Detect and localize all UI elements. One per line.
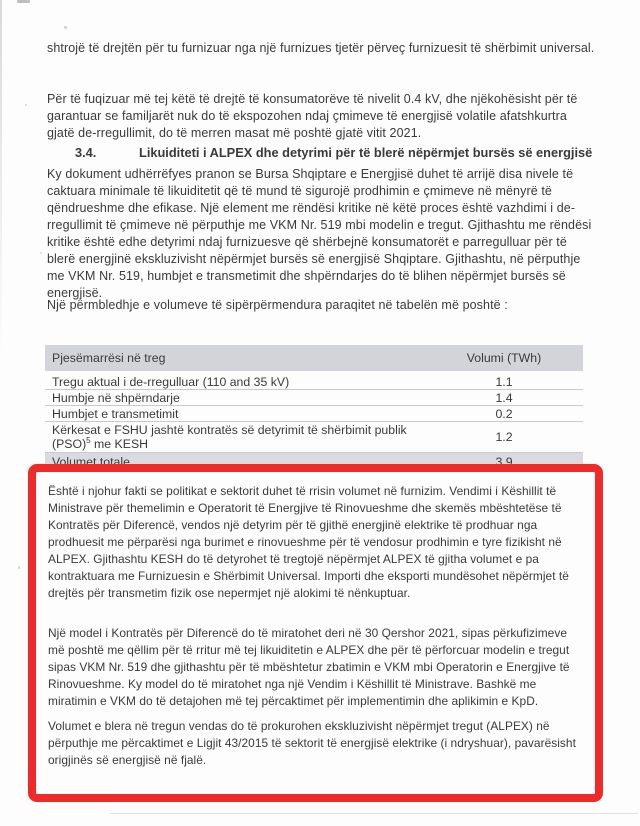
section-paragraph: Ky dokument udhërrëfyes pranon se Bursa Shqiptare e Energjisë duhet të arrijë disa nivele të caktuara minimale të likuiditetit që të mund të sigurojë prodhimin e çmimeve në mënyrë të qëndrueshme dhe efikase. Një element me rëndësi kritike në këtë proces është vazhdimi i de-rregullimit të çmimeve në përputhje me VKM Nr. 519 mbi modelin e tregut. Gjithashtu me rëndësi kritike është edhe detyrimi ndaj furnizuesve që shërbejnë konsumatorët e parregulluar për të blerë energjinë ekskluzivisht nëpërmjet bursës së energjisë Shqiptare. Gjithashtu, në përputhje me VKM Nr. 519, humbjet e transmetimit dhe shpërndarjes do të blihen nëpërmjet bursës së energjisë. bbox=[47, 167, 592, 300]
table-row bbox=[45, 374, 583, 390]
row-value: 1.4 bbox=[495, 390, 513, 405]
table-header-row bbox=[45, 345, 583, 371]
scan-speck bbox=[25, 104, 27, 106]
row-label-text: Kërkesat e FSHU jashtë kontratës së detyrimit të shërbimit publik (PSO) bbox=[52, 423, 407, 451]
row-label-text: me KESH bbox=[90, 437, 149, 451]
highlight-annotation-box bbox=[28, 464, 603, 802]
footnote-ref: 5 bbox=[86, 435, 91, 445]
row-label: Tregu aktual i de-rregulluar (110 and 35 kV) bbox=[52, 374, 290, 389]
row-label: Humbje në shpërndarje bbox=[52, 390, 180, 405]
row-value: 0.2 bbox=[495, 406, 513, 421]
section-title: Likuiditeti i ALPEX dhe detyrimi për të blerë nëpërmjet bursës së energjisë bbox=[139, 145, 593, 160]
row-value: 1.2 bbox=[495, 430, 513, 444]
column-header-participant: Pjesëmarrësi në treg bbox=[52, 351, 166, 365]
intro-paragraph: Për të fuqizuar më tej këtë të drejtë të konsumatorëve të nivelit 0.4 kV, dhe njëkohësisht për të garantuar se familjarët nuk do të ekspozohen ndaj çmimeve të energjisë volatile afatshkurtra gjatë de-rregullimit, do të merren masat më poshtë gjatë vitit 2021. bbox=[47, 92, 578, 140]
section-paragraph: Një përmbledhje e volumeve të sipërpërmendura paraqitet në tabelën më poshtë : bbox=[47, 298, 508, 312]
row-label: Volumet totale bbox=[52, 454, 130, 469]
table-row bbox=[45, 390, 583, 406]
scan-speck bbox=[18, 566, 20, 569]
scan-speck bbox=[17, 0, 30, 3]
section-heading bbox=[47, 144, 595, 161]
scan-speck bbox=[40, 252, 42, 254]
row-label bbox=[45, 423, 425, 451]
table-row bbox=[45, 422, 583, 453]
section-number: 3.4. bbox=[75, 145, 97, 160]
highlighted-paragraph: Një model i Kontratës për Diferencë do të miratohet deri në 30 Qershor 2021, sipas përkufizimeve më poshtë me qëllim për të rritur më tej likuiditetin e ALPEX dhe për të përforcuar modelin e tregut sipas VKM Nr. 519 dhe gjithashtu për të mbështetur zbatimin e VKM mbi Operatorin e Energjive të Rinovueshme. Ky model do të miratohet nga një Vendim i Këshillit të Ministrave. Bashkë me miratimin e VKM do të detajohen më tej përcaktimet për implementimin dhe aplikimin e KpD. bbox=[48, 626, 570, 708]
footnote-separator bbox=[110, 813, 638, 814]
market-volumes-table bbox=[45, 345, 583, 470]
highlighted-paragraph: Volumet e blera në tregun vendas do të prokurohen ekskluzivisht nëpërmjet tregut (ALPEX) në përputhje me përcaktimet e Ligjit 43/2015 të sektorit të energjisë elektrike (i ndryshuar), pavarësisht origjinës së energjisë në fjalë. bbox=[48, 719, 576, 767]
intro-paragraph: shtrojë të drejtën për tu furnizuar nga një furnizues tjetër përveç furnizuesit të shërbimit universal. bbox=[47, 41, 595, 55]
row-value: 1.1 bbox=[495, 374, 513, 389]
row-label: Humbjet e transmetimit bbox=[52, 406, 179, 421]
table-row bbox=[45, 406, 583, 422]
highlighted-paragraph: Është i njohur fakti se politikat e sektorit duhet të rrisin volumet në furnizim. Vendimi i Këshillit të Ministrave për themelimin e Operatorit të Energjive të Rinovueshme dhe skemës mbështetëse të Kontratës për Diferencë, vendos një detyrim për të gjithë energjinë elektrike të prodhuar nga prodhuesit me përparësi nga burimet e rinovueshme për të vendosur prodhimin e tyre fizikisht në ALPEX. Gjithashtu KESH do të detyrohet të tregtojë nëpërmjet ALPEX të gjitha volumet e pa kontraktuara me Furnizuesin e Shërbimit Universal. Importi dhe eksporti mundësohet nëpërmjet të drejtës për transmetim fizik ose nepermjet një alokimi të nënkuptuar. bbox=[48, 484, 569, 600]
column-header-volume: Volumi (TWh) bbox=[466, 351, 542, 365]
scan-speck bbox=[64, 26, 67, 29]
row-value: 3.9 bbox=[495, 454, 513, 469]
scan-edge-artifact bbox=[0, 0, 2, 360]
